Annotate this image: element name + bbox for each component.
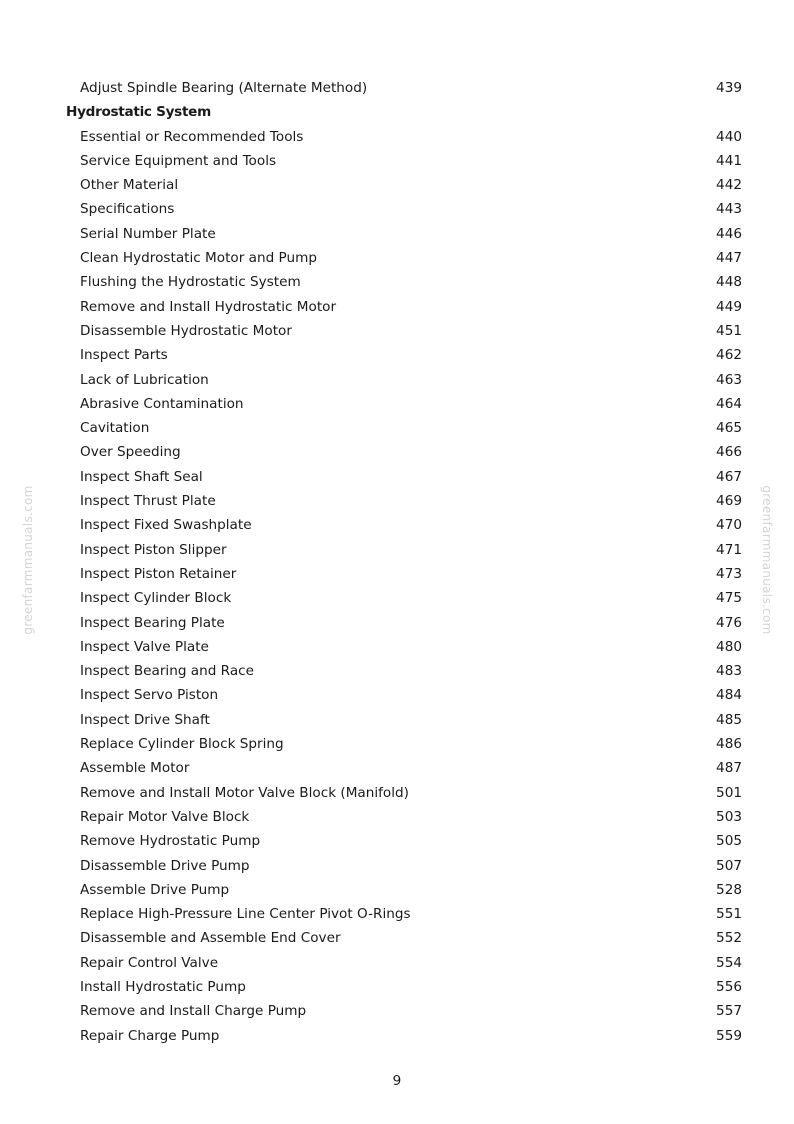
toc-entry-title: Inspect Bearing Plate: [80, 614, 225, 631]
toc-entry-page-number: 551: [716, 906, 742, 923]
toc-entry-page-number: 467: [716, 468, 742, 485]
toc-entry-title: Inspect Piston Slipper: [80, 541, 227, 558]
toc-entry[interactable]: [0, 295, 794, 319]
toc-entry-title: Remove and Install Charge Pump: [80, 1003, 307, 1020]
toc-entry[interactable]: [0, 392, 794, 416]
toc-entry-page-number: 505: [716, 833, 742, 850]
toc-entry-title: Inspect Bearing and Race: [80, 663, 254, 680]
toc-entry-title: Inspect Cylinder Block: [80, 590, 232, 607]
toc-entry-page-number: 466: [716, 444, 742, 461]
toc-entry[interactable]: [0, 999, 794, 1023]
toc-entry[interactable]: [0, 659, 794, 683]
toc-entry-title: Remove and Install Hydrostatic Motor: [80, 298, 337, 315]
table-of-contents: [0, 76, 794, 1048]
toc-entry[interactable]: [0, 781, 794, 805]
toc-entry[interactable]: [0, 635, 794, 659]
toc-entry-title: Install Hydrostatic Pump: [80, 978, 246, 995]
toc-entry-title: Over Speeding: [80, 444, 181, 461]
toc-entry-page-number: 463: [716, 371, 742, 388]
toc-entry[interactable]: [0, 76, 794, 100]
toc-entry[interactable]: [0, 440, 794, 464]
toc-entry[interactable]: [0, 489, 794, 513]
toc-entry-title: Repair Control Valve: [80, 954, 219, 971]
toc-entry[interactable]: [0, 708, 794, 732]
toc-entry-page-number: 486: [716, 736, 742, 753]
toc-entry-page-number: 484: [716, 687, 742, 704]
toc-entry[interactable]: [0, 197, 794, 221]
toc-entry-page-number: 465: [716, 420, 742, 437]
toc-entry[interactable]: [0, 805, 794, 829]
toc-entry-page-number: 475: [716, 590, 742, 607]
toc-entry-page-number: 556: [716, 978, 742, 995]
toc-entry[interactable]: [0, 416, 794, 440]
toc-entry-page-number: 503: [716, 808, 742, 825]
toc-entry-page-number: 552: [716, 930, 742, 947]
toc-entry[interactable]: [0, 343, 794, 367]
toc-entry[interactable]: [0, 562, 794, 586]
toc-entry-title: Clean Hydrostatic Motor and Pump: [80, 250, 317, 267]
toc-entry[interactable]: [0, 586, 794, 610]
toc-entry-title: Replace Cylinder Block Spring: [80, 736, 284, 753]
toc-entry[interactable]: [0, 538, 794, 562]
toc-entry-title: Remove and Install Motor Valve Block (Manifold): [80, 784, 409, 801]
watermark-left: greenfarmmanuals.com: [21, 485, 35, 635]
toc-entry-page-number: 441: [716, 152, 742, 169]
toc-entry-title: Disassemble and Assemble End Cover: [80, 930, 341, 947]
toc-entry-title: Inspect Piston Retainer: [80, 565, 237, 582]
toc-entry-page-number: 501: [716, 784, 742, 801]
toc-entry[interactable]: [0, 270, 794, 294]
toc-entry[interactable]: [0, 756, 794, 780]
toc-entry[interactable]: [0, 246, 794, 270]
toc-entry-title: Repair Motor Valve Block: [80, 808, 250, 825]
toc-entry-page-number: 442: [716, 177, 742, 194]
watermark-right: greenfarmmanuals.com: [760, 485, 774, 635]
toc-entry-title: Other Material: [80, 177, 179, 194]
toc-entry-page-number: 443: [716, 201, 742, 218]
toc-entry-page-number: 439: [716, 80, 742, 96]
toc-entry-page-number: 470: [716, 517, 742, 534]
toc-entry-title: Service Equipment and Tools: [80, 152, 277, 169]
toc-entry[interactable]: [0, 732, 794, 756]
toc-entry-title: Inspect Valve Plate: [80, 638, 209, 655]
toc-entry-title: Remove Hydrostatic Pump: [80, 833, 261, 850]
toc-entry-page-number: 483: [716, 663, 742, 680]
toc-entry[interactable]: [0, 149, 794, 173]
toc-entry-page-number: 448: [716, 274, 742, 291]
toc-entry-title: Adjust Spindle Bearing (Alternate Method): [80, 80, 368, 96]
toc-entry-page-number: 440: [716, 128, 742, 145]
toc-entry-page-number: 487: [716, 760, 742, 777]
toc-entry[interactable]: [0, 513, 794, 537]
toc-entry-page-number: 471: [716, 541, 742, 558]
toc-entry-title: Cavitation: [80, 420, 150, 437]
toc-entry[interactable]: [0, 319, 794, 343]
toc-entry[interactable]: [0, 878, 794, 902]
toc-entry-title: Inspect Servo Piston: [80, 687, 219, 704]
toc-entry-title: Essential or Recommended Tools: [80, 128, 304, 145]
toc-entry[interactable]: [0, 173, 794, 197]
toc-entry-page-number: 449: [716, 298, 742, 315]
toc-entry-page-number: 469: [716, 493, 742, 510]
toc-entry-page-number: 476: [716, 614, 742, 631]
toc-entry-title: Inspect Thrust Plate: [80, 493, 216, 510]
toc-entry[interactable]: [0, 926, 794, 950]
toc-entry-title: Inspect Shaft Seal: [80, 468, 203, 485]
page-number: 9: [392, 1073, 402, 1089]
toc-entry[interactable]: [0, 829, 794, 853]
toc-section-heading: [0, 100, 794, 124]
toc-entry-page-number: 446: [716, 225, 742, 242]
toc-entry-title: Inspect Fixed Swashplate: [80, 517, 252, 534]
toc-entry-title: Assemble Drive Pump: [80, 881, 230, 898]
toc-entry[interactable]: [0, 222, 794, 246]
toc-entry-title: Inspect Drive Shaft: [80, 711, 210, 728]
toc-entry[interactable]: [0, 125, 794, 149]
toc-entry-title: Inspect Parts: [80, 347, 168, 364]
toc-entry-title: Abrasive Contamination: [80, 395, 244, 412]
toc-entry-page-number: 557: [716, 1003, 742, 1020]
toc-entry-page-number: 528: [716, 881, 742, 898]
toc-entry-page-number: 554: [716, 954, 742, 971]
toc-entry-page-number: 473: [716, 565, 742, 582]
toc-entry[interactable]: [0, 951, 794, 975]
toc-entry-title: Flushing the Hydrostatic System: [80, 274, 301, 291]
toc-entry[interactable]: [0, 1024, 794, 1048]
toc-entry-page-number: 507: [716, 857, 742, 874]
toc-entry-page-number: 451: [716, 322, 742, 339]
toc-entry-title: Repair Charge Pump: [80, 1027, 220, 1044]
toc-entry-title: Lack of Lubrication: [80, 371, 209, 388]
toc-entry-title: Disassemble Drive Pump: [80, 857, 250, 874]
toc-entry-page-number: 559: [716, 1027, 742, 1044]
toc-section-title: Hydrostatic System: [66, 104, 211, 121]
toc-entry[interactable]: [0, 975, 794, 999]
toc-entry-page-number: 462: [716, 347, 742, 364]
toc-entry[interactable]: [0, 854, 794, 878]
toc-entry-page-number: 485: [716, 711, 742, 728]
toc-entry-title: Replace High-Pressure Line Center Pivot O-Rings: [80, 906, 411, 923]
toc-entry-title: Serial Number Plate: [80, 225, 216, 242]
toc-entry[interactable]: [0, 611, 794, 635]
toc-entry-title: Specifications: [80, 201, 175, 218]
toc-entry[interactable]: [0, 368, 794, 392]
toc-entry-title: Assemble Motor: [80, 760, 190, 777]
toc-entry[interactable]: [0, 902, 794, 926]
toc-entry[interactable]: [0, 465, 794, 489]
toc-entry-title: Disassemble Hydrostatic Motor: [80, 322, 292, 339]
toc-entry-page-number: 447: [716, 250, 742, 267]
toc-entry-page-number: 480: [716, 638, 742, 655]
toc-entry[interactable]: [0, 683, 794, 707]
toc-entry-page-number: 464: [716, 395, 742, 412]
